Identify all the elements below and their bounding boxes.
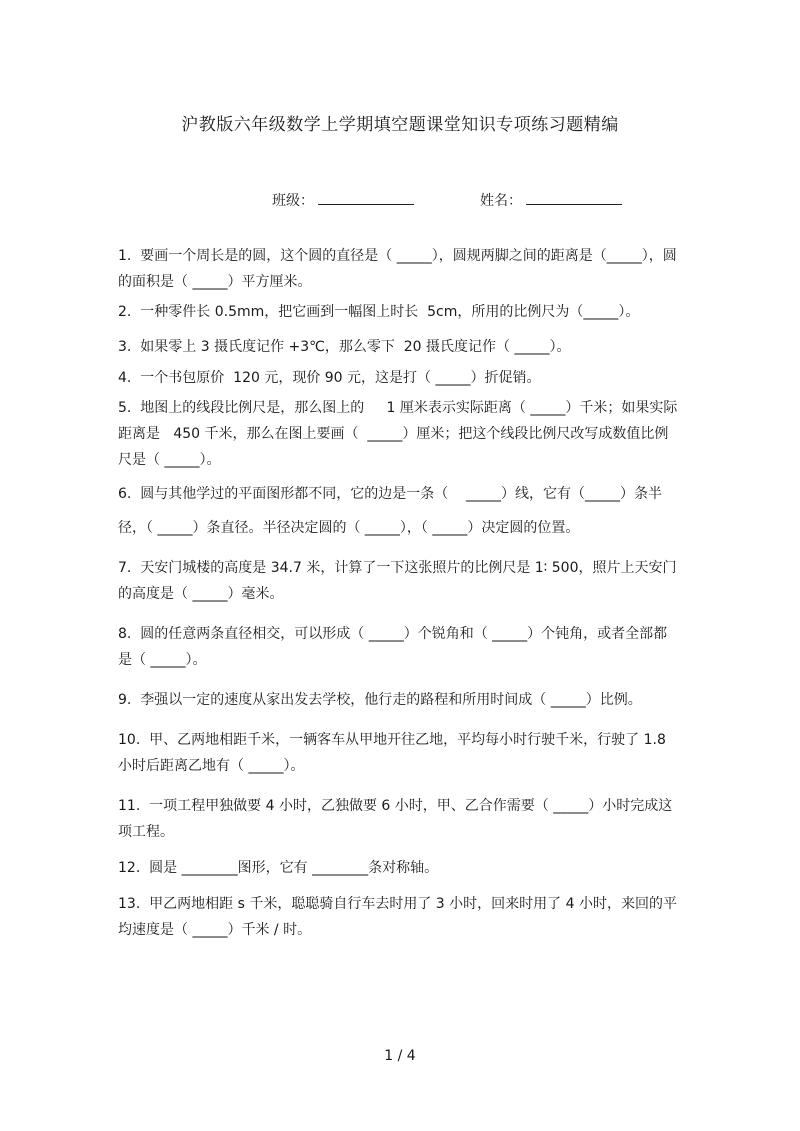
name-blank[interactable]	[526, 190, 622, 205]
question-1: 1. 要画一个周长是的圆，这个圆的直径是（ _____），圆规两脚之间的距离是（_____），圆的面积是（ _____）平方厘米。	[118, 248, 677, 290]
question-8: 8. 圆的任意两条直径相交，可以形成（ _____）个锐角和（ _____）个钝角，或者全部都是（ _____）。	[118, 626, 668, 668]
name-label: 姓名：	[480, 193, 522, 209]
page-title: 沪教版六年级数学上学期填空题课堂知识专项练习题精编	[181, 115, 619, 135]
question-12: 12. 圆是 ________图形，它有 ________条对称轴。	[118, 860, 439, 876]
question-9: 9. 李强以一定的速度从家出发去学校，他行走的路程和所用时间成（ _____）比例。	[118, 692, 642, 708]
name-field	[480, 190, 622, 210]
question-list	[118, 243, 678, 943]
question-2: 2. 一种零件长 0.5mm，把它画到一幅图上时长 5cm，所用的比例尺为（_____）。	[118, 304, 640, 320]
page-number: 1 / 4	[384, 1048, 416, 1064]
class-label: 班级：	[272, 193, 314, 209]
question-4: 4. 一个书包原价 120 元，现价 90 元，这是打（ _____）折促销。	[118, 370, 541, 386]
question-5: 5. 地图上的线段比例尺是，那么图上的 1 厘米表示实际距离（ _____）千米；如果实际距离是 450 千米，那么在图上要画（ _____）厘米；把这个线段比例尺改写成数值比例尺是（ _____）。	[118, 400, 678, 468]
question-6: 6. 圆与其他学过的平面图形都不同，它的边是一条（ _____）线，它有（_____）条半径，（ _____）条直径。半径决定圆的（ _____），（ _____）决定圆的位置。	[118, 486, 663, 536]
class-field	[272, 190, 414, 210]
class-blank[interactable]	[318, 190, 414, 205]
question-10: 10. 甲、乙两地相距千米，一辆客车从甲地开往乙地，平均每小时行驶千米，行驶了 1.8 小时后距离乙地有（ _____）。	[118, 732, 671, 774]
question-11: 11. 一项工程甲独做要 4 小时，乙独做要 6 小时，甲、乙合作需要（ _____）小时完成这项工程。	[118, 798, 673, 840]
question-13: 13. 甲乙两地相距 s 千米，聪聪骑自行车去时用了 3 小时，回来时用了 4 小时，来回的平均速度是（ _____）千米 / 时。	[118, 896, 677, 938]
question-3: 3. 如果零上 3 摄氏度记作 +3℃，那么零下 20 摄氏度记作（ _____）。	[118, 339, 571, 355]
question-7: 7. 天安门城楼的高度是 34.7 米，计算了一下这张照片的比例尺是 1∶ 500，照片上天安门的高度是（ _____）毫米。	[118, 560, 677, 602]
